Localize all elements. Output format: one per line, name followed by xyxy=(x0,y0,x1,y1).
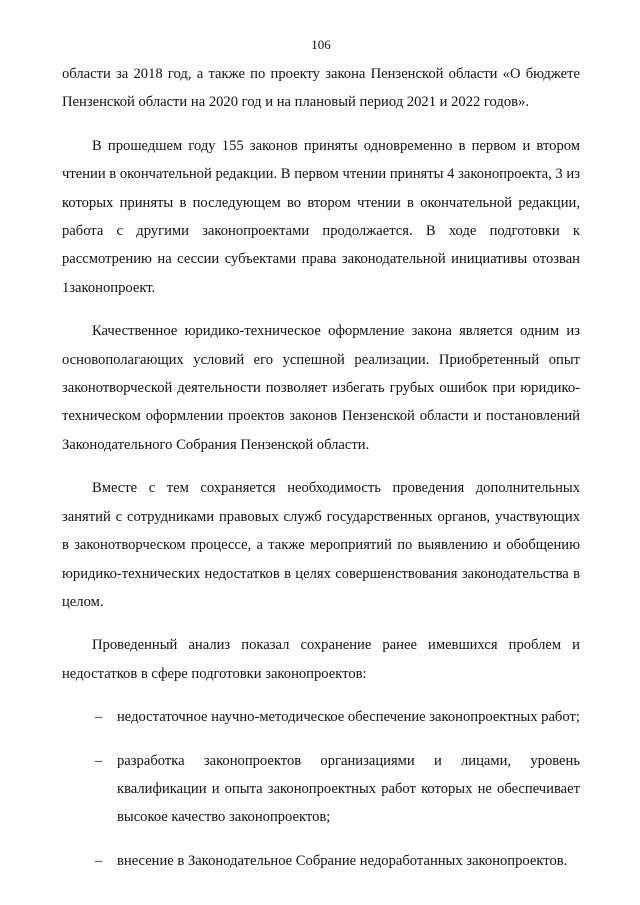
dash-marker: – xyxy=(95,709,103,726)
list-item-text: разработка законопроектов организациями и лицами, уровень квалификации и опыта законопроектных работ которых не обеспечивает высокое качество законопроектов; xyxy=(117,752,580,826)
dash-marker: – xyxy=(95,752,103,769)
paragraph-legal-technical-quality: Качественное юридико-техническое оформление закона является одним из основополагающих условий его успешной реализации. Приобретенный опыт законотворческой деятельности позволяет избегать грубых ошибок при юридико-техническом оформлении проектов законов Пензенской области и постановлений Законодательного Собрания Пензенской области. xyxy=(62,323,580,453)
document-body xyxy=(62,60,580,890)
list-item-text: недостаточное научно-методическое обеспечение законопроектных работ; xyxy=(117,709,580,726)
list-item xyxy=(62,847,580,875)
paragraph-continuation: области за 2018 год, а также по проекту закона Пензенской области «О бюджете Пензенской области на 2020 год и на плановый период 2021 и 2022 годов». xyxy=(62,66,580,111)
problems-list xyxy=(62,703,580,875)
page-number: 106 xyxy=(311,37,331,52)
list-item-text: внесение в Законодательное Собрание недоработанных законопроектов. xyxy=(117,852,568,869)
dash-marker: – xyxy=(95,852,103,869)
paragraph-analysis-intro: Проведенный анализ показал сохранение ранее имевшихся проблем и недостатков в сфере подготовки законопроектов: xyxy=(62,637,580,682)
paragraph-laws-statistics: В прошедшем году 155 законов приняты одновременно в первом и втором чтении в окончательной редакции. В первом чтении приняты 4 законопроекта, 3 из которых приняты в последующем во втором чтении в окончательной редакции, работа с другими законопроектами продолжается. В ходе подготовки к рассмотрению на сессии субъектами права законодательной инициативы отозван 1законопроект. xyxy=(62,137,580,296)
paragraph-additional-training: Вместе с тем сохраняется необходимость проведения дополнительных занятий с сотрудниками правовых служб государственных органов, участвующих в законотворческом процессе, а также мероприятий по выявлению и обобщению юридико-технических недостатков в целях совершенствования законодательства в целом. xyxy=(62,480,580,610)
list-item xyxy=(62,747,580,832)
list-item xyxy=(62,703,580,731)
